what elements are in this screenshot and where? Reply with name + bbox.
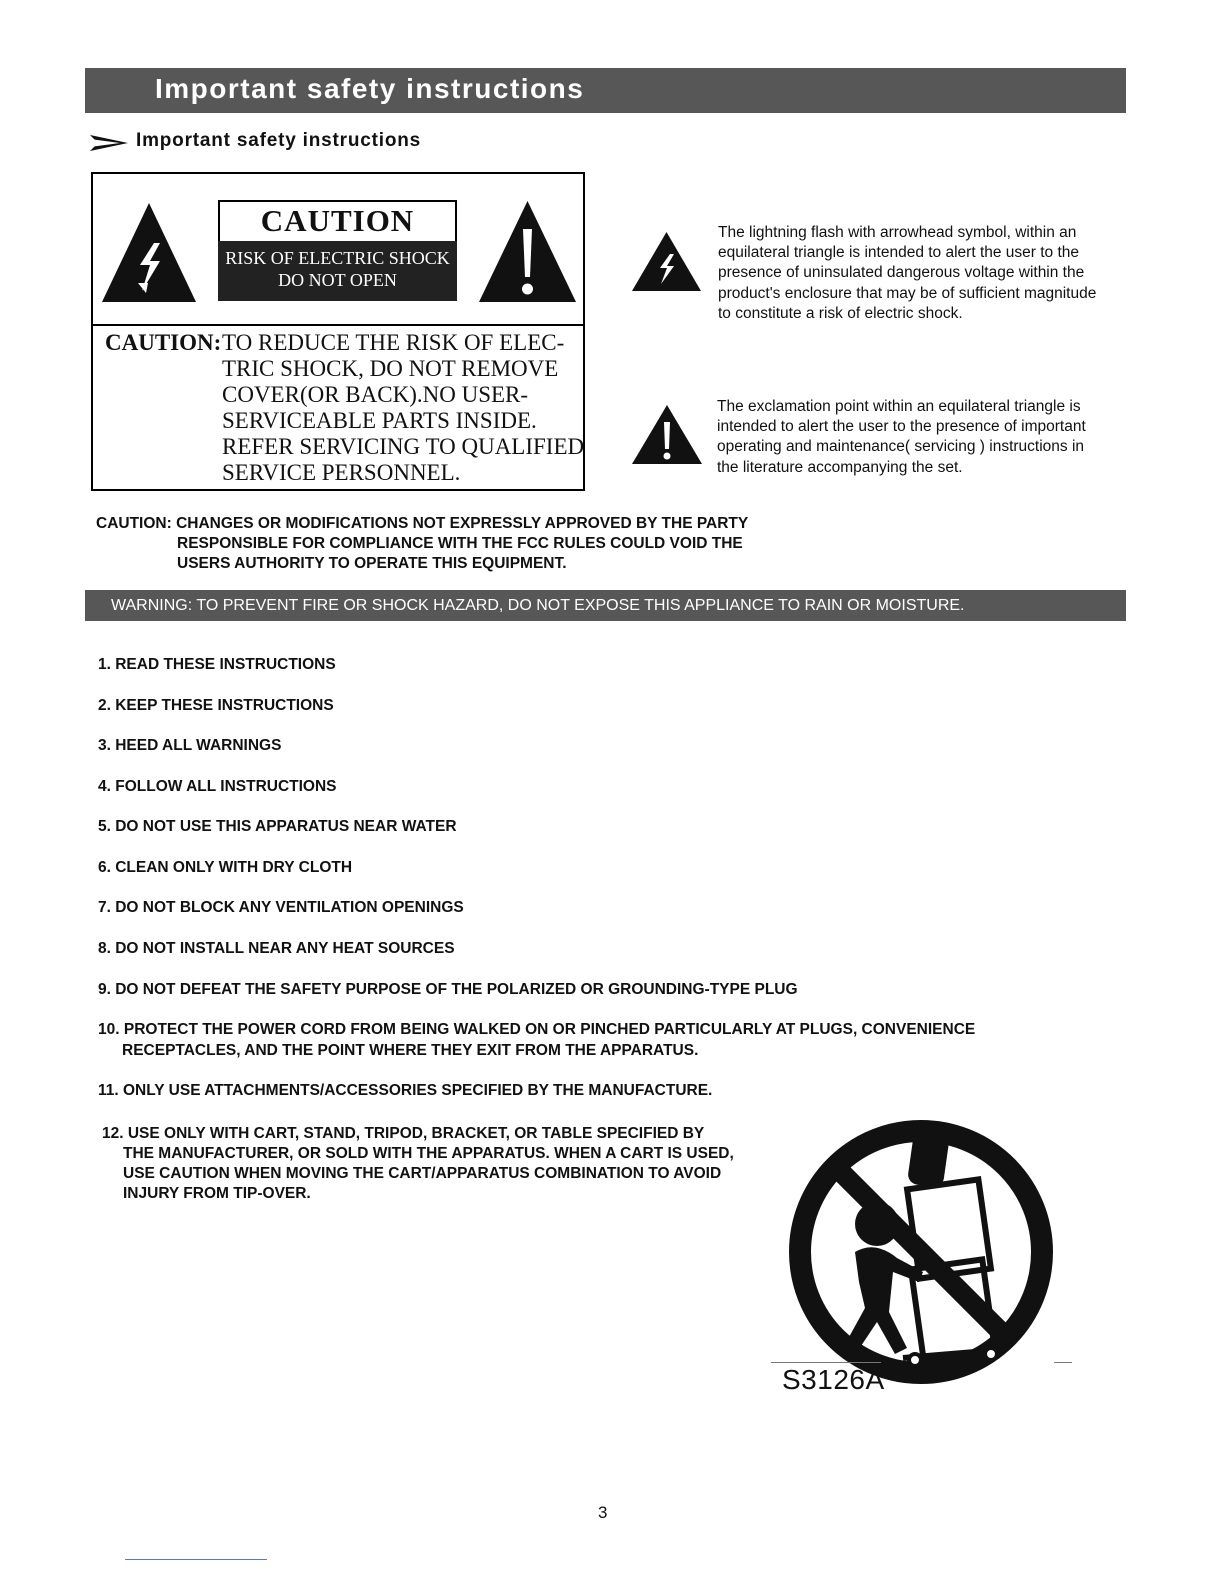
warning-text: WARNING: TO PREVENT FIRE OR SHOCK HAZARD, DO NOT EXPOSE THIS APPLIANCE TO RAIN OR MOISTURE. <box>111 597 965 614</box>
arrow-bullet-icon <box>90 134 128 152</box>
caution-box-divider <box>91 324 585 326</box>
caution-text-line: SERVICE PERSONNEL. <box>222 460 461 485</box>
description-line: to constitute a risk of electric shock. <box>718 304 963 322</box>
caution-label-line2: DO NOT OPEN <box>278 270 397 290</box>
description-line: presence of uninsulated dangerous voltage within the <box>718 264 1085 282</box>
page-number: 3 <box>598 1503 608 1522</box>
caution-text-line: TO REDUCE THE RISK OF ELEC- <box>222 330 565 355</box>
description-line: equilateral triangle is intended to alert the user to the <box>718 244 1080 262</box>
cart-symbol-rule-right <box>1054 1362 1072 1363</box>
description-line: operating and maintenance( servicing ) instructions in <box>717 438 1085 456</box>
instruction-item: 4. FOLLOW ALL INSTRUCTIONS <box>98 778 337 795</box>
instruction-item-12-line: INJURY FROM TIP-OVER. <box>123 1185 311 1203</box>
instruction-item: 9. DO NOT DEFEAT THE SAFETY PURPOSE OF THE POLARIZED OR GROUNDING-TYPE PLUG <box>98 981 798 998</box>
footer-rule <box>125 1559 267 1560</box>
instruction-item-12-rest <box>123 1144 734 1205</box>
instruction-item-12-line: THE MANUFACTURER, OR SOLD WITH THE APPARATUS. WHEN A CART IS USED, <box>123 1145 734 1162</box>
instruction-item: 1. READ THESE INSTRUCTIONS <box>98 656 336 673</box>
description-line: The exclamation point within an equilateral triangle is <box>717 398 1081 415</box>
lightning-description <box>718 223 1096 324</box>
lightning-symbol-icon <box>632 232 701 291</box>
caution-label-title: CAUTION <box>260 203 415 238</box>
section-subtitle: Important safety instructions <box>136 130 422 151</box>
fcc-caution-line3: USERS AUTHORITY TO OPERATE THIS EQUIPMENT. <box>177 555 567 573</box>
description-line: product's enclosure that may be of sufficient magnitude <box>718 284 1097 302</box>
cart-symbol-rule-left <box>771 1362 881 1363</box>
description-line: intended to alert the user to the presence of important <box>717 418 1086 436</box>
caution-text <box>222 330 584 486</box>
lightning-warning-icon <box>102 203 196 302</box>
cart-symbol-code: S3126A <box>782 1364 885 1395</box>
fcc-caution-rest <box>177 534 743 574</box>
instruction-item: 8. DO NOT INSTALL NEAR ANY HEAT SOURCES <box>98 940 455 957</box>
instruction-item-10-line2: RECEPTACLES, AND THE POINT WHERE THEY EXIT FROM THE APPARATUS. <box>122 1042 699 1059</box>
caution-label-warning <box>218 241 457 301</box>
instruction-item-10-line1: 10. PROTECT THE POWER CORD FROM BEING WALKED ON OR PINCHED PARTICULARLY AT PLUGS, CONVENIENCE <box>98 1021 976 1038</box>
caution-text-line: TRIC SHOCK, DO NOT REMOVE <box>222 356 559 381</box>
instruction-item: 6. CLEAN ONLY WITH DRY CLOTH <box>98 859 353 876</box>
cart-tip-over-warning-icon <box>785 1112 1057 1390</box>
caution-text-line: COVER(OR BACK).NO USER- <box>222 382 529 407</box>
caution-text-line: SERVICEABLE PARTS INSIDE. <box>222 408 537 433</box>
caution-text-line: REFER SERVICING TO QUALIFIED <box>222 434 585 459</box>
exclamation-symbol-icon <box>632 405 702 464</box>
instruction-item: 2. KEEP THESE INSTRUCTIONS <box>98 697 334 714</box>
instruction-item-12-line: USE CAUTION WHEN MOVING THE CART/APPARATUS COMBINATION TO AVOID <box>123 1165 722 1183</box>
description-line: The lightning flash with arrowhead symbol, within an <box>718 224 1077 241</box>
caution-label-line1: RISK OF ELECTRIC SHOCK <box>225 248 450 268</box>
instruction-item-12-line1: 12. USE ONLY WITH CART, STAND, TRIPOD, BRACKET, OR TABLE SPECIFIED BY <box>102 1125 705 1142</box>
fcc-caution-line1: CAUTION: CHANGES OR MODIFICATIONS NOT EXPRESSLY APPROVED BY THE PARTY <box>96 515 749 532</box>
exclamation-warning-icon <box>479 201 576 302</box>
instruction-item: 7. DO NOT BLOCK ANY VENTILATION OPENINGS <box>98 899 464 916</box>
caution-prefix: CAUTION: <box>105 330 222 355</box>
description-line: the literature accompanying the set. <box>717 458 963 476</box>
fcc-caution-line2: RESPONSIBLE FOR COMPLIANCE WITH THE FCC RULES COULD VOID THE <box>177 535 743 552</box>
exclamation-description <box>717 397 1086 478</box>
instruction-item-11: 11. ONLY USE ATTACHMENTS/ACCESSORIES SPECIFIED BY THE MANUFACTURE. <box>98 1082 713 1099</box>
instruction-item: 5. DO NOT USE THIS APPARATUS NEAR WATER <box>98 818 457 835</box>
instruction-item: 3. HEED ALL WARNINGS <box>98 737 282 754</box>
page-title: Important safety instructions <box>155 73 585 104</box>
